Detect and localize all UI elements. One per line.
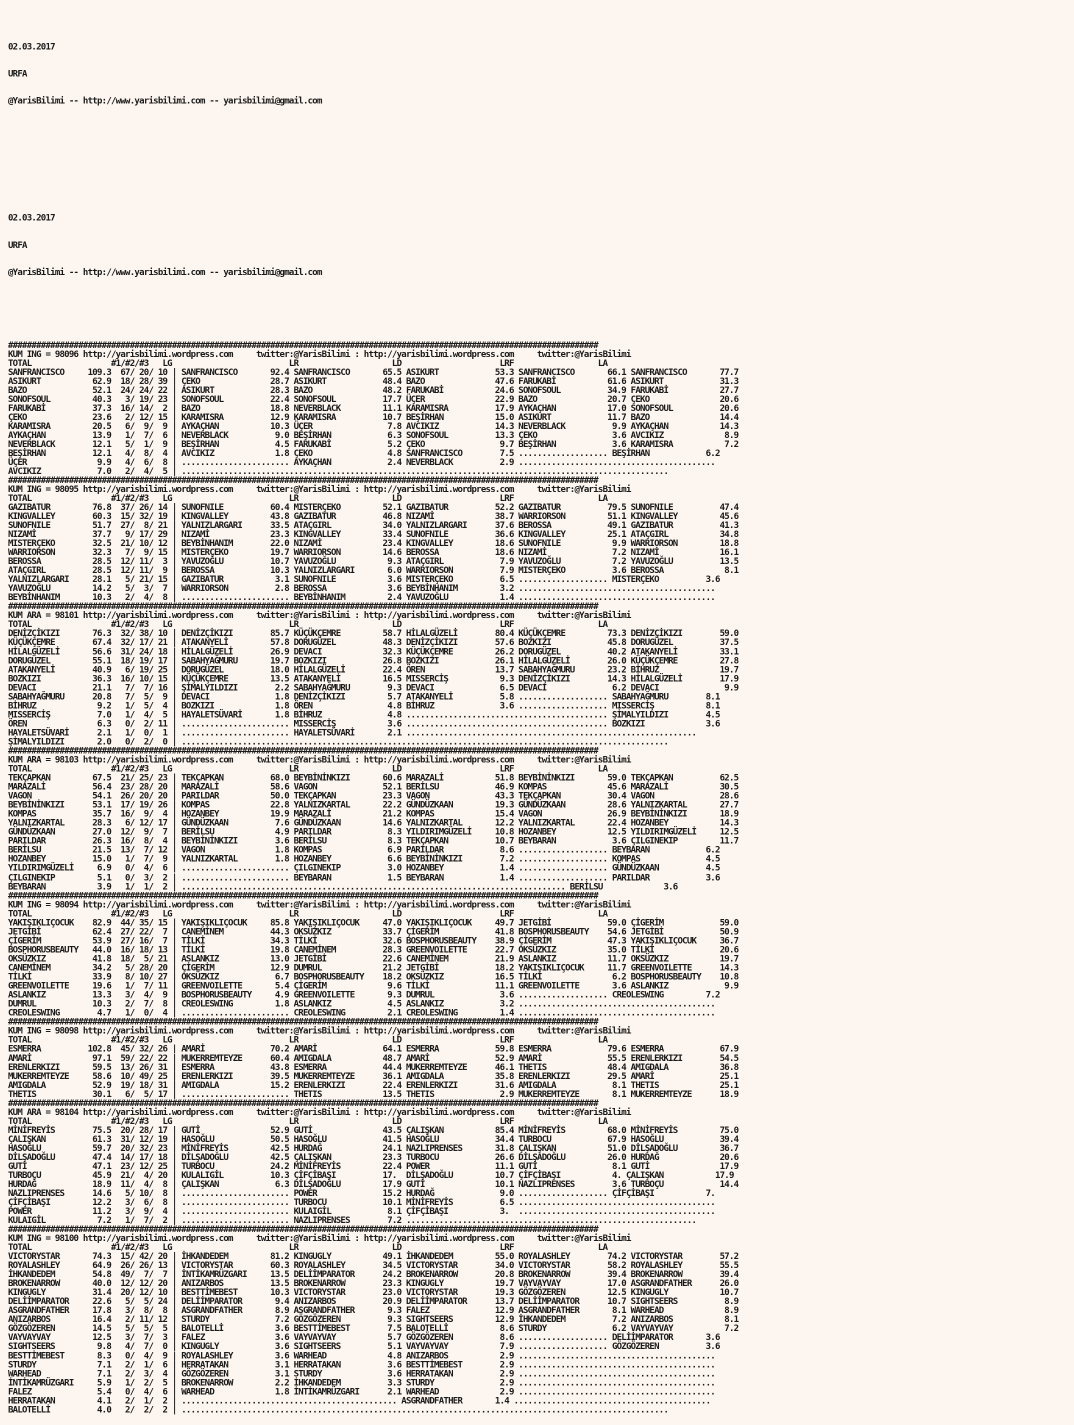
table-row: BALOTELLİ 4.0 2/ 2/ 2 | ........................................................................................................ <box>8 1404 669 1416</box>
table-row: ANIZARBOS 16.4 2/ 11/ 12 | STURDY 7.2 GÖZGÖZEREN 9.3 SIGHTSEERS 12.9 İHKANDEDEM 7.2 ANIZARBOS 8.1 <box>8 1314 739 1325</box>
table-row: ASGRANDFATHER 17.8 3/ 8/ 8 | ASGRANDFATHER 8.9 ASGRANDFATHER 9.3 FALEZ 12.9 ASGRANDFATHER 8.1 WARHEAD 8.9 <box>8 1305 739 1316</box>
table-row: DİLŞADOĞLU 47.4 14/ 17/ 18 | DİLŞADOĞLU 42.5 ÇALIŞKAN 23.3 TURBOCU 26.6 DİLŞADOĞLU 26.0 HURDAĞ 20.6 <box>8 1151 739 1163</box>
table-row: BOZKIZI 36.3 16/ 10/ 15 | KÜÇÜKÇEMRE 13.5 ATAKANYELİ 16.5 MISSERCİŞ 9.3 DENİZÇİKIZI 14.3 HİLALGÜZELİ 17.9 <box>8 673 739 684</box>
table-row: BEYBARAN 3.9 1/ 1/ 2 | .................................................................................. BERİLSU 3.6 <box>8 880 678 892</box>
separator-line: ############################################################################################################################## <box>8 339 598 350</box>
table-row: SIGHTSEERS 9.8 4/ 7/ 0 | KINGUGLY 3.6 SIGHTSEERS 5.1 VAYVAYVAY 7.9 ................... GÖZGÖZEREN 3.6 <box>8 1341 720 1352</box>
table-row: KULAIGİL 7.2 1/ 7/ 2 | ....................... NAZLIPRENSES 7.2 .............................................................. <box>8 1214 697 1226</box>
table-row: ASIKURT 62.9 18/ 28/ 39 | ÇEKO 28.7 ASIKURT 48.4 BAZO 47.6 FARUKABİ 61.6 ASIKURT 31.3 <box>8 375 739 386</box>
race-title: KUM ING = 98096 http://yarisbilimi.wordpress.com twitter:@YarisBilimi : http://yarisbilimi.wordpress.com twitter:@YarisBilimi <box>8 348 631 359</box>
table-row: DELİİMPARATOR 22.6 5/ 5/ 24 | DELİİMPARATOR 9.4 ANIZARBOS 20.9 DELİİMPARATOR 13.7 DELİİMPARATOR 10.7 SIGHTSEERS 8.9 <box>8 1296 739 1307</box>
table-row: MISSERCİŞ 7.0 1/ 4/ 5 | HAYALETSÜVARİ 1.8 BİHRUZ 4.8 ........................................... ŞİMALYILDIZI 4.5 <box>8 709 720 721</box>
race-title: KUM ING = 98094 http://yarisbilimi.wordpress.com twitter:@YarisBilimi : http://yarisbilimi.wordpress.com twitter:@YarisBilimi <box>8 898 631 910</box>
table-row: MISTERÇEKO 32.5 21/ 10/ 12 | BEYBİNHANIM 22.0 NIZAMİ 23.4 KINGVALLEY 18.6 SUNOFNILE 9.9 WARRIORSON 18.8 <box>8 537 739 549</box>
table-row: HASOĞLU 59.7 20/ 32/ 23 | MİNİFREYİS 42.5 HURDAĞ 24.1 NAZLIPRENSES 31.8 ÇALIŞKAN 51.0 DİLŞADOĞLU 36.7 <box>8 1142 739 1154</box>
table-row: MUKERREMTEYZE 58.6 10/ 49/ 25 | ERENLERKIZI 39.5 MUKERREMTEYZE 36.1 AMIGDALA 35.8 ERENLERKIZI 29.5 AMARİ 25.1 <box>8 1070 739 1082</box>
blank-line <box>8 141 878 150</box>
table-row: DEVACI 21.1 7/ 7/ 16 | ŞİMALYILDIZI 2.2 SABAHYAĞMURU 9.3 DEVACI 6.5 DEVACI 6.2 DEVACI 9.9 <box>8 682 739 693</box>
separator-line: ############################################################################################################################## <box>8 1223 598 1235</box>
table-row: BİHRUZ 9.2 1/ 5/ 4 | BOZKIZI 1.8 ÖREN 4.8 BİHRUZ 3.6 ................... MISSERCİŞ 8.1 <box>8 700 720 711</box>
table-row: VAGON 54.1 26/ 20/ 20 | PARILDAR 50.0 TEKÇAPKAN 23.3 VAGON 43.3 TEKÇAPKAN 30.4 VAGON 28.6 <box>8 790 739 802</box>
table-row: KOMPAS 35.7 16/ 9/ 4 | HOZANBEY 19.9 MARAZALİ 21.2 KOMPAS 15.4 VAGON 26.9 BEYBİNİNKIZI 18.9 <box>8 808 739 820</box>
table-row: HURDAĞ 18.9 11/ 4/ 8 | ÇALIŞKAN 6.3 DİLŞADOĞLU 17.9 GUTİ 10.1 NAZLIPRENSES 3.6 TURBOÇU 14.4 <box>8 1178 739 1190</box>
column-header: TOTAL #1/#2/#3 LG LR LD LRF LA <box>8 907 608 919</box>
race-block <box>8 1098 878 1224</box>
header-city: URFA <box>8 239 27 251</box>
race-block <box>8 746 878 890</box>
table-row: BEYBİNHANIM 10.3 2/ 4/ 8 | ....................... BEYBİNHANIM 2.4 YAVUZOĞLU 1.4 .......................................... <box>8 591 715 603</box>
table-row: AMIGDALA 52.9 19/ 18/ 31 | AMIGDALA 15.2 ERENLERKIZI 22.4 ERENLERKIZI 31.6 AMIGDALA 8.1 THETIS 25.1 <box>8 1079 739 1091</box>
table-row: WARHEAD 7.1 2/ 3/ 4 | GÖZGÖZEREN 3.1 STURDY 3.6 HERRATAKAN 2.9 .......................................... <box>8 1368 715 1380</box>
separator-line: ############################################################################################################################## <box>8 474 598 486</box>
race-title: KUM ING = 98095 http://yarisbilimi.wordpress.com twitter:@YarisBilimi : http://yarisbilimi.wordpress.com twitter:@YarisBilimi <box>8 483 631 495</box>
table-row: ÇEKO 23.6 2/ 12/ 15 | KARAMISRA 12.9 KARAMISRA 10.7 BEŞİRHAN 15.0 ASIKURT 11.7 BAZO 14.4 <box>8 411 739 423</box>
race-block <box>8 340 878 475</box>
table-row: ROYALASHLEY 64.9 26/ 26/ 13 | VICTORYSTAR 60.3 ROYALASHLEY 34.5 VICTORYSTAR 34.0 VICTORYSTAR 58.2 ROYALASHLEY 55.5 <box>8 1260 739 1271</box>
table-row: ATAKANYELİ 40.9 6/ 19/ 25 | DORUGÜZEL 18.0 HİLALGÜZELİ 22.4 ÖREN 13.7 SABAHYAĞMURU 23.2 BİHRUZ 19.7 <box>8 664 739 675</box>
table-row: ÇİFÇİBAŞI 12.2 3/ 6/ 8 | ....................... TURBOCU 10.1 MİNİFREYİS 6.5 .......................................... <box>8 1196 715 1208</box>
table-row: BROKENARROW 40.0 12/ 12/ 20 | ANIZARBOS 13.5 BROKENARROW 23.3 KINGUGLY 19.7 VAYVAYVAY 17.0 ASGRANDFATHER 26.0 <box>8 1278 739 1289</box>
blank-line <box>8 169 878 178</box>
table-row: KINGVALLEY 60.3 15/ 32/ 19 | KINGVALLEY 43.8 GAZIBATUR 46.8 NIZAMİ 38.7 WARRIORSON 51.1 KINGVALLEY 45.6 <box>8 510 739 522</box>
race-title: KUM ING = 98098 http://yarisbilimi.wordpress.com twitter:@YarisBilimi : http://yarisbilimi.wordpress.com twitter:@YarisBilimi <box>8 1025 631 1036</box>
race-title: KUM ARA = 98104 http://yarisbilimi.wordpress.com twitter:@YarisBilimi : http://yarisbilimi.wordpress.com twitter:@YarisBilimi <box>8 1106 631 1118</box>
table-row: ÜÇER 9.9 4/ 6/ 8 | ....................... AYKAÇHAN 2.4 NEVERBLACK 2.9 .......................................... <box>8 456 715 468</box>
table-row: YALNIZKARTAL 28.3 6/ 12/ 17 | GÜNDÜZKAAN 7.6 GÜNDÜZKAAN 14.6 YALNIZKARTAL 12.2 YALNIZKARTAL 22.4 HOZANBEY 14.3 <box>8 817 739 829</box>
table-row: BESTTİMEBEST 8.3 0/ 4/ 9 | ROYALASHLEY 3.6 WARHEAD 4.8 ANIZARBOS 2.9 .......................................... <box>8 1350 715 1361</box>
table-row: ŞİMALYILDIZI 2.0 0/ 2/ 0 | ........................................................................................................ <box>8 736 669 748</box>
table-row: POWER 11.2 3/ 9/ 4 | ....................... KULAIGİL 8.1 ÇİFÇİBAŞI 3. .......................................... <box>8 1205 715 1217</box>
table-row: YALNIZLARGARI 28.1 5/ 21/ 15 | GAZIBATUR 3.1 SUNOFNILE 3.6 MISTERÇEKO 6.5 ................... MISTERÇEKO 3.6 <box>8 573 720 585</box>
table-row: TEKÇAPKAN 67.5 21/ 25/ 23 | TEKÇAPKAN 68.0 BEYBİNİNKIZI 60.6 MARAZALİ 51.8 BEYBİNİNKIZI 59.0 TEKÇAPKAN 62.5 <box>8 772 739 784</box>
table-row: KINGUGLY 31.4 20/ 12/ 10 | BESTTİMEBEST 10.3 VICTORYSTAR 23.0 VICTORYSTAR 19.3 GÖZGÖZEREN 12.5 KINGUGLY 10.7 <box>8 1287 739 1298</box>
table-row: OKSÜZKIZ 41.8 18/ 5/ 21 | ASLANKIZ 13.0 JETGİBİ 22.6 CANEMİNEM 21.9 ASLANKIZ 11.7 OKSÜZKIZ 19.7 <box>8 953 739 964</box>
table-row: BEŞİRHAN 12.1 4/ 8/ 4 | AVCIKIZ 1.8 ÇEKO 4.8 SANFRANCISCO 7.5 ................... BEŞİRHAN 6.2 <box>8 447 720 459</box>
column-header: TOTAL #1/#2/#3 LG LR LD LRF LA <box>8 763 608 775</box>
separator-line: ############################################################################################################################## <box>8 889 598 901</box>
table-row: STURDY 7.1 2/ 1/ 6 | HERRATAKAN 3.1 HERRATAKAN 3.6 BESTTİMEBEST 2.9 .......................................... <box>8 1359 715 1371</box>
table-row: ATAÇGIRL 28.5 12/ 11/ 9 | BEROSSA 10.3 YALNIZLARGARI 6.0 WARRIORSON 7.9 MISTERÇEKO 3.6 BEROSSA 8.1 <box>8 564 739 576</box>
blank-line <box>8 313 878 322</box>
column-header: TOTAL #1/#2/#3 LG LR LD LRF LA <box>8 619 608 630</box>
table-row: TİLKİ 33.9 8/ 10/ 27 | OKSÜZKIZ 6.7 BOSPHORUSBEAUTY 18.2 OKSÜZKIZ 16.5 TİLKİ 6.2 BOSPHORUSBEAUTY 10.8 <box>8 971 739 982</box>
table-row: MİNİFREYİS 75.5 20/ 28/ 17 | GUTİ 52.9 GUTİ 43.5 ÇALIŞKAN 85.4 MİNİFREYİS 68.0 MİNİFREYİS 75.0 <box>8 1124 739 1136</box>
race-block <box>8 891 878 1017</box>
header-block-2 <box>8 196 878 295</box>
table-row: AYKAÇHAN 13.9 1/ 7/ 6 | NEVERBLACK 9.0 BEŞİRHAN 6.3 SONOFSOUL 13.3 ÇEKO 3.6 AVCIKIZ 8.9 <box>8 429 739 441</box>
column-header: TOTAL #1/#2/#3 LG LR LD LRF LA <box>8 1115 608 1127</box>
column-header: TOTAL #1/#2/#3 LG LR LD LRF LA <box>8 492 608 504</box>
table-row: MARAZALİ 56.4 23/ 28/ 20 | MARAZALİ 58.6 VAGON 52.1 BERİLSU 46.9 KOMPAS 45.6 MARAZALİ 30.5 <box>8 781 739 793</box>
table-row: BEROSSA 28.5 12/ 11/ 3 | YAVUZOĞLU 10.7 YAVUZOĞLU 9.3 ATAÇGIRL 7.9 YAVUZOĞLU 7.2 YAVUZOĞLU 13.5 <box>8 555 739 567</box>
separator-line: ############################################################################################################################## <box>8 601 598 612</box>
race-title: KUM ING = 98100 http://yarisbilimi.wordpress.com twitter:@YarisBilimi : http://yarisbilimi.wordpress.com twitter:@YarisBilimi <box>8 1232 631 1244</box>
table-row: CREOLESWING 4.7 1/ 0/ 4 | ....................... CREOLESWING 2.1 CREOLESWING 1.4 .......................................... <box>8 1007 715 1018</box>
table-row: BEYBİNİNKIZI 53.1 17/ 19/ 26 | KOMPAS 22.8 YALNIZKARTAL 22.2 GÜNDÜZKAAN 19.3 GÜNDÜZKAAN 28.6 YALNIZKARTAL 27.7 <box>8 799 739 811</box>
column-header: TOTAL #1/#2/#3 LG LR LD LRF LA <box>8 357 608 368</box>
table-row: ERENLERKIZI 59.5 13/ 26/ 31 | ESMERRA 43.8 ESMERRA 44.4 MUKERREMTEYZE 46.1 THETIS 48.4 AMIGDALA 36.8 <box>8 1061 739 1073</box>
table-row: SUNOFNILE 51.7 27/ 8/ 21 | YALNIZLARGARI 33.5 ATAÇGIRL 34.0 YALNIZLARGARI 37.6 BEROSSA 49.1 GAZIBATUR 41.3 <box>8 519 739 531</box>
table-row: SONOFSOUL 40.3 3/ 19/ 23 | SONOFSOUL 22.4 SONOFSOUL 17.7 ÜÇER 22.9 BAZO 20.7 ÇEKO 20.6 <box>8 393 739 405</box>
table-row: NAZLIPRENSES 14.6 5/ 10/ 8 | ....................... POWER 15.2 HURDAĞ 9.0 ................... ÇİFÇİBAŞI 7. <box>8 1187 715 1199</box>
table-row: SANFRANCISCO 109.3 67/ 20/ 10 | SANFRANCISCO 92.4 SANFRANCISCO 65.5 ASIKURT 53.3 SANFRANCISCO 66.1 SANFRANCISCO 77.7 <box>8 366 739 377</box>
table-row: THETIS 30.1 6/ 5/ 17 | ....................... THETIS 13.5 THETIS 2.9 MUKERREMTEYZE 8.1 MUKERREMTEYZE 18.9 <box>8 1088 739 1100</box>
separator-line: ############################################################################################################################## <box>8 745 598 757</box>
header-date: 02.03.2017 <box>8 41 55 52</box>
table-row: NIZAMİ 37.7 9/ 17/ 29 | NIZAMİ 23.3 KINGVALLEY 33.4 SUNOFNILE 36.6 KINGVALLEY 25.1 ATAÇGIRL 34.8 <box>8 528 739 540</box>
results-document <box>8 6 878 1423</box>
table-row: VICTORYSTAR 74.3 15/ 42/ 20 | İHKANDEDEM 81.2 KINGUGLY 49.1 İHKANDEDEM 55.0 ROYALASHLEY 74.2 VICTORYSTAR 57.2 <box>8 1251 739 1262</box>
table-row: YILDIRIMGÜZELİ 6.9 0/ 4/ 6 | ....................... ÇILGINEKIP 3.0 HOZANBEY 1.4 ................... GÜNDÜZKAAN 4.5 <box>8 862 720 874</box>
table-row: GREENVOILETTE 19.6 1/ 7/ 11 | GREENVOILETTE 5.4 ÇİGERİM 9.6 TİLKİ 11.1 GREENVOILETTE 3.6 ASLANKIZ 9.9 <box>8 980 739 991</box>
table-row: PARILDAR 26.3 16/ 8/ 4 | BEYBİNİNKIZI 3.6 BERİLSU 8.3 TEKÇAPKAN 10.7 BEYBARAN 3.6 ÇILGINEKIP 11.7 <box>8 835 739 847</box>
table-row: ÖREN 6.3 0/ 2/ 11 | ....................... MISSERCİŞ 3.6 ........................................... BOZKIZI 3.6 <box>8 718 720 730</box>
table-row: YAKIŞIKLIÇOCUK 82.9 44/ 35/ 15 | YAKIŞIKLIÇOCUK 85.8 YAKIŞIKLIÇOCUK 47.0 YAKIŞIKLIÇOCUK 49.7 JETGİBİ 59.0 ÇİGERİM 59.0 <box>8 916 739 928</box>
table-row: DORUGÜZEL 55.1 18/ 19/ 17 | SABAHYAĞMURU 19.7 BOZKIZI 26.8 BOZKIZI 26.1 HİLALGÜZELİ 26.0 KÜÇÜKÇEMRE 27.8 <box>8 655 739 666</box>
column-header: TOTAL #1/#2/#3 LG LR LD LRF LA <box>8 1241 608 1253</box>
race-block <box>8 1225 878 1415</box>
separator-line: ############################################################################################################################## <box>8 1097 598 1109</box>
table-row: FALEZ 5.4 0/ 4/ 6 | WARHEAD 1.8 İNTİKAMRÜZGARI 2.1 WARHEAD 2.9 .......................................... <box>8 1386 715 1398</box>
table-row: BAZO 52.1 24/ 24/ 22 | ASIKURT 28.3 BAZO 48.2 FARUKABİ 24.6 SONOFSOUL 34.9 FARUKABİ 27.7 <box>8 384 739 396</box>
table-row: DUMRUL 10.3 2/ 7/ 8 | CREOLESWING 1.8 ASLANKIZ 4.5 ASLANKIZ 3.2 .......................................... <box>8 998 715 1009</box>
table-row: SABAHYAĞMURU 20.8 7/ 5/ 9 | DEVACI 1.8 DENİZÇİKIZI 5.7 ATAKANYELİ 5.8 ................... SABAHYAĞMURU 8.1 <box>8 691 720 702</box>
table-row: CANEMİNEM 34.2 5/ 28/ 20 | ÇİGERİM 12.9 DUMRUL 21.2 JETGİBİ 18.2 YAKIŞIKLIÇOCUK 11.7 GREENVOILETTE 14.3 <box>8 962 739 973</box>
race-block <box>8 475 878 601</box>
table-row: GÖZGÖZEREN 14.5 5/ 5/ 5 | BALOTELLİ 3.6 BESTTİMEBEST 7.5 BALOTELLİ 8.6 STURDY 6.2 VAYVAYVAY 7.2 <box>8 1323 739 1334</box>
table-row: HOZANBEY 15.0 1/ 7/ 9 | YALNIZKARTAL 1.8 HOZANBEY 6.6 BEYBİNİNKIZI 7.2 ................... KOMPAS 4.5 <box>8 853 720 865</box>
table-row: HİLALGÜZELİ 56.6 31/ 24/ 18 | HİLALGÜZELİ 26.9 DEVACI 32.3 KÜÇÜKÇEMRE 26.2 DORUGÜZEL 40.2 ATAKANYELİ 33.1 <box>8 646 739 657</box>
table-row: GÜNDÜZKAAN 27.0 12/ 9/ 7 | BERİLSU 4.9 PARILDAR 8.3 YILDIRIMGÜZELİ 10.8 HOZANBEY 12.5 YILDIRIMGÜZELİ 12.5 <box>8 826 739 838</box>
table-row: AMARİ 97.1 59/ 22/ 22 | MUKERREMTEYZE 60.4 AMIGDALA 48.7 AMARİ 52.9 AMARİ 55.5 ERENLERKIZI 54.5 <box>8 1052 739 1064</box>
race-title: KUM ARA = 98101 http://yarisbilimi.wordpress.com twitter:@YarisBilimi : http://yarisbilimi.wordpress.com twitter:@YarisBilimi <box>8 610 631 621</box>
table-row: GAZIBATUR 76.8 37/ 26/ 14 | SUNOFNILE 60.4 MISTERÇEKO 52.1 GAZIBATUR 52.2 GAZIBATUR 79.5 SUNOFNILE 47.4 <box>8 501 739 513</box>
table-row: KÜÇÜKÇEMRE 67.4 32/ 17/ 21 | ATAKANYELİ 57.8 DORUGÜZEL 48.3 DENİZÇİKIZI 57.6 BOZKIZI 45.8 DORUGÜZEL 37.5 <box>8 637 739 648</box>
race-title: KUM ARA = 98103 http://yarisbilimi.wordpress.com twitter:@YarisBilimi : http://yarisbilimi.wordpress.com twitter:@YarisBilimi <box>8 754 631 766</box>
header-contact: @YarisBilimi -- http://www.yarisbilimi.com -- yarisbilimi@gmail.com <box>8 266 322 278</box>
table-row: VAYVAYVAY 12.5 3/ 7/ 3 | FALEZ 3.6 VAYVAYVAY 5.7 GÖZGÖZEREN 8.6 ................... DELİİMPARATOR 3.6 <box>8 1332 720 1343</box>
table-row: KARAMISRA 20.5 6/ 9/ 9 | AYKAÇHAN 10.3 ÜÇER 7.8 AVCIKIZ 14.3 NEVERBLACK 9.9 AYKAÇHAN 14.3 <box>8 420 739 432</box>
race-block <box>8 602 878 746</box>
table-row: İHKANDEDEM 54.8 49/ 7/ 7 | İNTİKAMRÜZGARI 13.5 DELİİMPARATOR 24.2 BROKENARROW 20.8 BROKENARROW 39.4 BROKENARROW 39.4 <box>8 1269 739 1280</box>
separator-line: ############################################################################################################################## <box>8 1016 598 1027</box>
header-date: 02.03.2017 <box>8 212 55 224</box>
table-row: BERİLSU 21.5 13/ 7/ 12 | VAGON 1.8 KOMPAS 6.9 PARILDAR 8.6 ................... BEYBARAN 6.2 <box>8 844 720 856</box>
table-row: WARRIORSON 32.3 7/ 9/ 15 | MISTERÇEKO 19.7 WARRIORSON 14.6 BEROSSA 18.6 NIZAMİ 7.2 NIZAMİ 16.1 <box>8 546 739 558</box>
race-blocks <box>8 340 878 1414</box>
table-row: DENİZÇİKIZI 76.3 32/ 38/ 10 | DENİZÇİKIZI 85.7 KÜÇÜKÇEMRE 58.7 HİLALGÜZELİ 80.4 KÜÇÜKÇEMRE 73.3 DENİZÇİKIZI 59.0 <box>8 628 739 639</box>
table-row: ÇILGINEKIP 5.1 0/ 3/ 2 | ....................... BEYBARAN 1.5 BEYBARAN 1.4 ................... PARILDAR 3.6 <box>8 871 720 883</box>
header-city: URFA <box>8 68 27 80</box>
table-row: FARUKABİ 37.3 16/ 14/ 2 | BAZO 18.8 NEVERBLACK 11.1 KARAMISRA 17.9 AYKAÇHAN 17.0 SONOFSOUL 20.6 <box>8 402 739 414</box>
header-block-1 <box>8 24 878 123</box>
header-contact: @YarisBilimi -- http://www.yarisbilimi.com -- yarisbilimi@gmail.com <box>8 95 322 107</box>
table-row: JETGİBİ 62.4 27/ 22/ 7 | CANEMİNEM 44.3 OKSÜZKIZ 33.7 ÇİGERİM 41.8 BOSPHORUSBEAUTY 54.6 JETGİBİ 50.9 <box>8 926 739 937</box>
table-row: YAVUZOĞLU 14.2 5/ 3/ 7 | WARRIORSON 2.8 BEROSSA 3.6 BEYBİNHANIM 3.2 .......................................... <box>8 582 715 594</box>
table-row: TURBOÇU 45.9 21/ 4/ 20 | KULALIGİL 10.3 ÇİFÇİBAŞI 17. DİLŞADOĞLU 10.7 ÇİFÇİBAŞI 4. ÇALIŞKAN 17.9 <box>8 1169 734 1181</box>
table-row: HAYALETSÜVARİ 2.1 1/ 0/ 1 | ....................... HAYALETSÜVARİ 2.1 .............................................................. <box>8 727 697 739</box>
table-row: ÇALIŞKAN 61.3 31/ 12/ 19 | HASOĞLU 50.5 HASOĞLU 41.5 HASOĞLU 34.4 TURBOCU 67.9 HASOĞLU 39.4 <box>8 1133 739 1145</box>
table-row: BOSPHORUSBEAUTY 44.0 16/ 18/ 13 | TİLKİ 19.8 CANEMİNEM 28.3 GREENVOILETTE 22.7 OKSÜZKIZ 35.0 TİLKİ 20.6 <box>8 944 739 955</box>
table-row: ÇİGERİM 53.9 27/ 16/ 7 | TİLKİ 34.3 TİLKİ 32.6 BOSPHORUSBEAUTY 38.9 ÇİGERİM 47.3 YAKIŞIKLIÇOCUK 36.7 <box>8 935 739 946</box>
table-row: ASLANKIZ 13.3 3/ 4/ 9 | BOSPHORUSBEAUTY 4.9 GREENVOILETTE 9.3 DUMRUL 3.6 ................... CREOLESWING 7.2 <box>8 989 720 1000</box>
table-row: HERRATAKAN 4.1 2/ 1/ 2 | .............................................. ASGRANDFATHER 1.4 .......................................... <box>8 1395 711 1407</box>
table-row: NEVERBLACK 12.1 5/ 1/ 9 | BEŞİRHAN 4.5 FARUKABİ 5.2 ÇEKO 9.7 BEŞİRHAN 3.6 KARAMISRA 7.2 <box>8 438 739 450</box>
table-row: ESMERRA 102.8 45/ 32/ 26 | AMARİ 70.2 AMARİ 64.1 ESMERRA 59.8 ESMERRA 79.6 ESMERRA 67.9 <box>8 1043 739 1055</box>
race-block <box>8 1017 878 1098</box>
table-row: AVCIKIZ 7.0 2/ 4/ 5 | ........................................................................................................ <box>8 465 669 477</box>
table-row: İNTİKAMRÜZGARI 5.9 1/ 2/ 5 | BROKENARROW 2.2 İHKANDEDEM 3.3 STURDY 2.9 .......................................... <box>8 1377 715 1389</box>
column-header: TOTAL #1/#2/#3 LG LR LD LRF LA <box>8 1034 608 1046</box>
table-row: GUTİ 47.1 23/ 12/ 25 | TURBOCU 24.2 MİNİFREYİS 22.4 POWER 11.1 GUTİ 8.1 GUTİ 17.9 <box>8 1160 739 1172</box>
